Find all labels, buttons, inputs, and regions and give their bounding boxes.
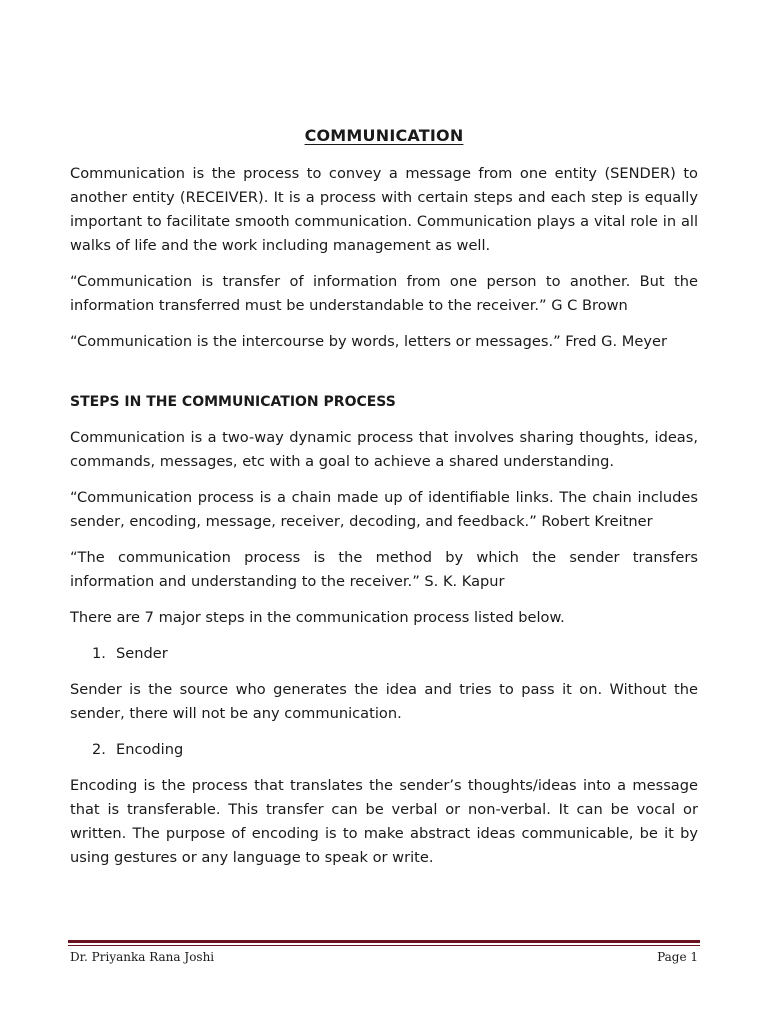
- list-label: Sender: [116, 645, 168, 662]
- step-description: Encoding is the process that translates the sender’s thoughts/ideas into a message that is transferable. This transfer can be verbal or non-verbal. It can be vocal or written. The purpose of encoding is to make abstract ideas communicable, be it by using gestures or any language to speak or write.: [70, 777, 698, 866]
- document-title: COMMUNICATION: [304, 126, 464, 145]
- section-heading: STEPS IN THE COMMUNICATION PROCESS: [70, 394, 396, 410]
- quote-robert-kreitner: “Communication process is a chain made up of identifiable links. The chain includes sender, encoding, message, receiver, decoding, and feedback.” Robert Kreitner: [70, 489, 698, 530]
- steps-count-paragraph: There are 7 major steps in the communication process listed below.: [70, 609, 565, 626]
- document-page: [70, 0, 698, 1024]
- list-number: 1.: [92, 645, 106, 662]
- quote-s-k-kapur: “The communication process is the method by which the sender transfers information and understanding to the receiver.” S. K. Kapur: [70, 549, 698, 590]
- document-body: [70, 162, 698, 882]
- list-number: 2.: [92, 741, 106, 758]
- quote-fred-meyer: “Communication is the intercourse by words, letters or messages.” Fred G. Meyer: [70, 333, 667, 350]
- list-item: [70, 642, 698, 666]
- step-description: Sender is the source who generates the idea and tries to pass it on. Without the sender, there will not be any communication.: [70, 681, 698, 722]
- footer-divider: [68, 940, 700, 946]
- footer-divider-thin: [68, 945, 700, 946]
- intro-paragraph: Communication is the process to convey a message from one entity (SENDER) to another entity (RECEIVER). It is a process with certain steps and each step is equally important to facilitate smooth communication. Communication plays a vital role in all walks of life and the work including management as well.: [70, 165, 698, 254]
- quote-g-c-brown: “Communication is transfer of information from one person to another. But the information transferred must be understandable to the receiver.” G C Brown: [70, 273, 698, 314]
- steps-intro-paragraph: Communication is a two-way dynamic process that involves sharing thoughts, ideas, commands, messages, etc with a goal to achieve a shared understanding.: [70, 429, 698, 470]
- list-label: Encoding: [116, 741, 184, 758]
- footer-page-number: Page 1: [657, 950, 698, 964]
- footer-author: Dr. Priyanka Rana Joshi: [70, 950, 215, 964]
- list-item: [70, 738, 698, 762]
- footer-divider-thick: [68, 940, 700, 943]
